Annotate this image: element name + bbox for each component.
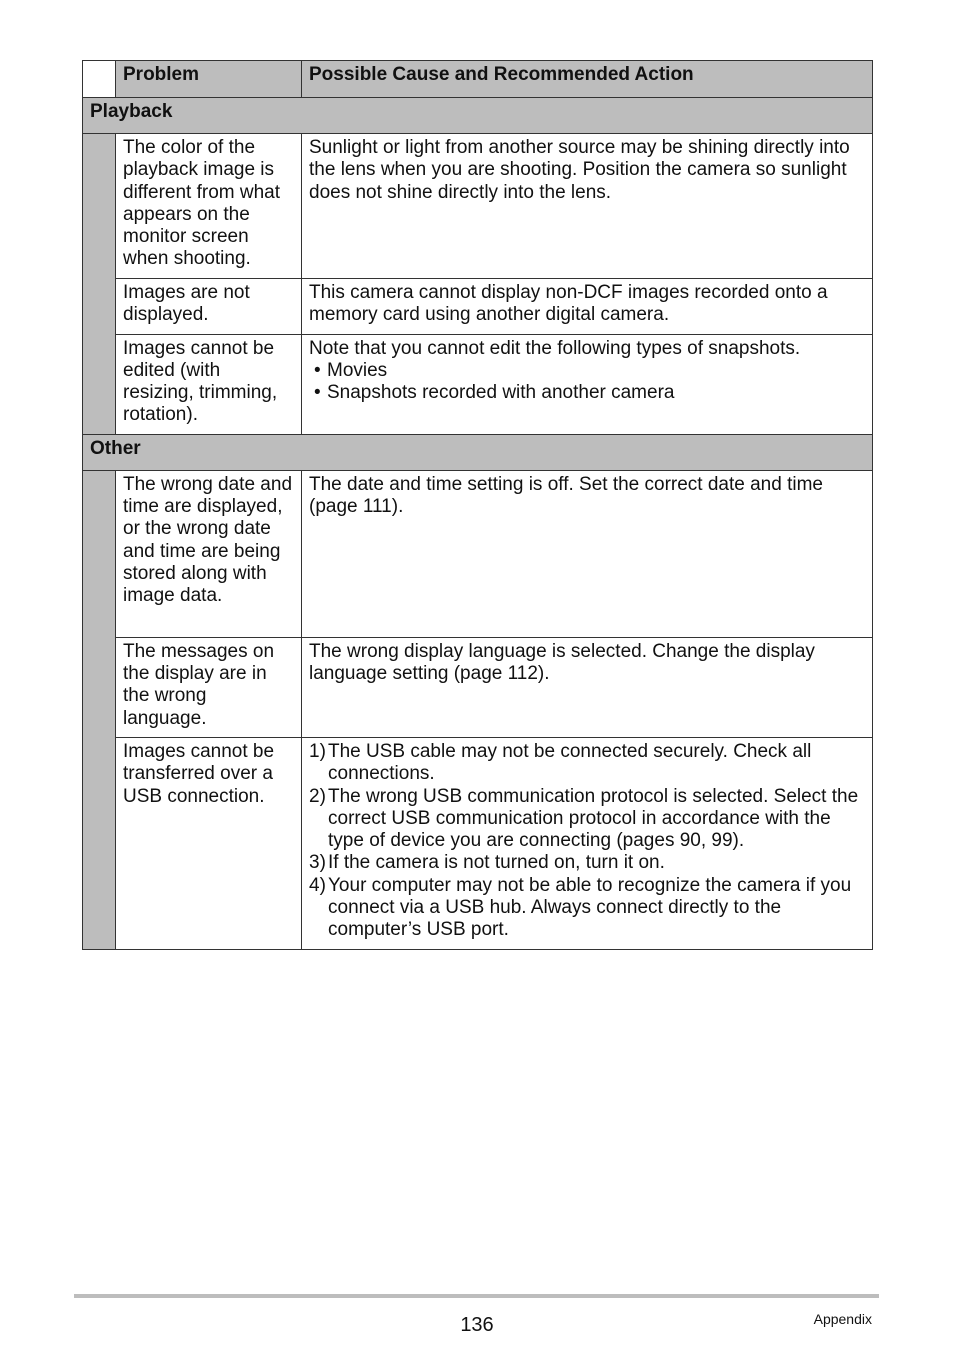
action-cell: The wrong display language is selected. Change the display language setting (page 112). xyxy=(302,637,873,737)
section-title-other: Other xyxy=(83,434,873,470)
problem-cell: Images are not displayed. xyxy=(116,279,302,335)
action-cell: Sunlight or light from another source may be shining directly into the lens when you are shooting. Position the camera so sunlight does not shine directly into the lens. xyxy=(302,134,873,279)
action-cell xyxy=(302,737,873,949)
section-row-playback xyxy=(83,98,873,134)
footer-section-label: Appendix xyxy=(813,1311,872,1327)
table-row xyxy=(83,737,873,949)
action-cell xyxy=(302,334,873,434)
table-row xyxy=(83,334,873,434)
footer-rule xyxy=(74,1294,879,1298)
step-text: If the camera is not turned on, turn it on. xyxy=(328,852,665,874)
bullet-list xyxy=(309,360,865,405)
troubleshooting-table xyxy=(82,60,873,950)
numbered-steps xyxy=(309,741,865,942)
page-number: 136 xyxy=(460,1314,494,1336)
step-number: 4) xyxy=(309,874,326,896)
list-item: • Snapshots recorded with another camera xyxy=(309,382,865,404)
list-item xyxy=(309,875,865,942)
problem-cell: The color of the playback image is different from what appears on the monitor screen when shooting. xyxy=(116,134,302,279)
table-header-row xyxy=(83,61,873,98)
list-item xyxy=(309,741,865,786)
section-row-other xyxy=(83,434,873,470)
problem-cell: Images cannot be transferred over a USB connection. xyxy=(116,737,302,949)
problem-cell: The messages on the display are in the wrong language. xyxy=(116,637,302,737)
problem-cell: Images cannot be edited (with resizing, trimming, rotation). xyxy=(116,334,302,434)
step-number: 2) xyxy=(309,785,326,807)
action-intro: Note that you cannot edit the following types of snapshots. xyxy=(309,337,801,359)
header-problem: Problem xyxy=(116,61,302,98)
table-row xyxy=(83,637,873,737)
table-row xyxy=(83,134,873,279)
step-text: Your computer may not be able to recognize the camera if you connect via a USB hub. Always connect directly to the computer’s USB port. xyxy=(328,874,852,941)
section-side-bar xyxy=(83,470,116,949)
step-number: 3) xyxy=(309,852,326,874)
step-text: The USB cable may not be connected securely. Check all connections. xyxy=(328,740,812,785)
table-row xyxy=(83,470,873,637)
list-item: • Movies xyxy=(309,360,865,382)
header-action: Possible Cause and Recommended Action xyxy=(302,61,873,98)
list-item xyxy=(309,786,865,853)
action-cell: This camera cannot display non-DCF images recorded onto a memory card using another digital camera. xyxy=(302,279,873,335)
header-spacer xyxy=(83,61,116,98)
section-side-bar xyxy=(83,134,116,435)
step-number: 1) xyxy=(309,740,326,762)
action-cell: The date and time setting is off. Set the correct date and time (page 111). xyxy=(302,470,873,637)
step-text: The wrong USB communication protocol is selected. Select the correct USB communication protocol in accordance with the type of device you are connecting (pages 90, 99). xyxy=(328,785,859,852)
section-title-playback: Playback xyxy=(83,98,873,134)
table-row xyxy=(83,279,873,335)
list-item xyxy=(309,852,865,874)
problem-cell: The wrong date and time are displayed, or the wrong date and time are being stored along with image data. xyxy=(116,470,302,637)
